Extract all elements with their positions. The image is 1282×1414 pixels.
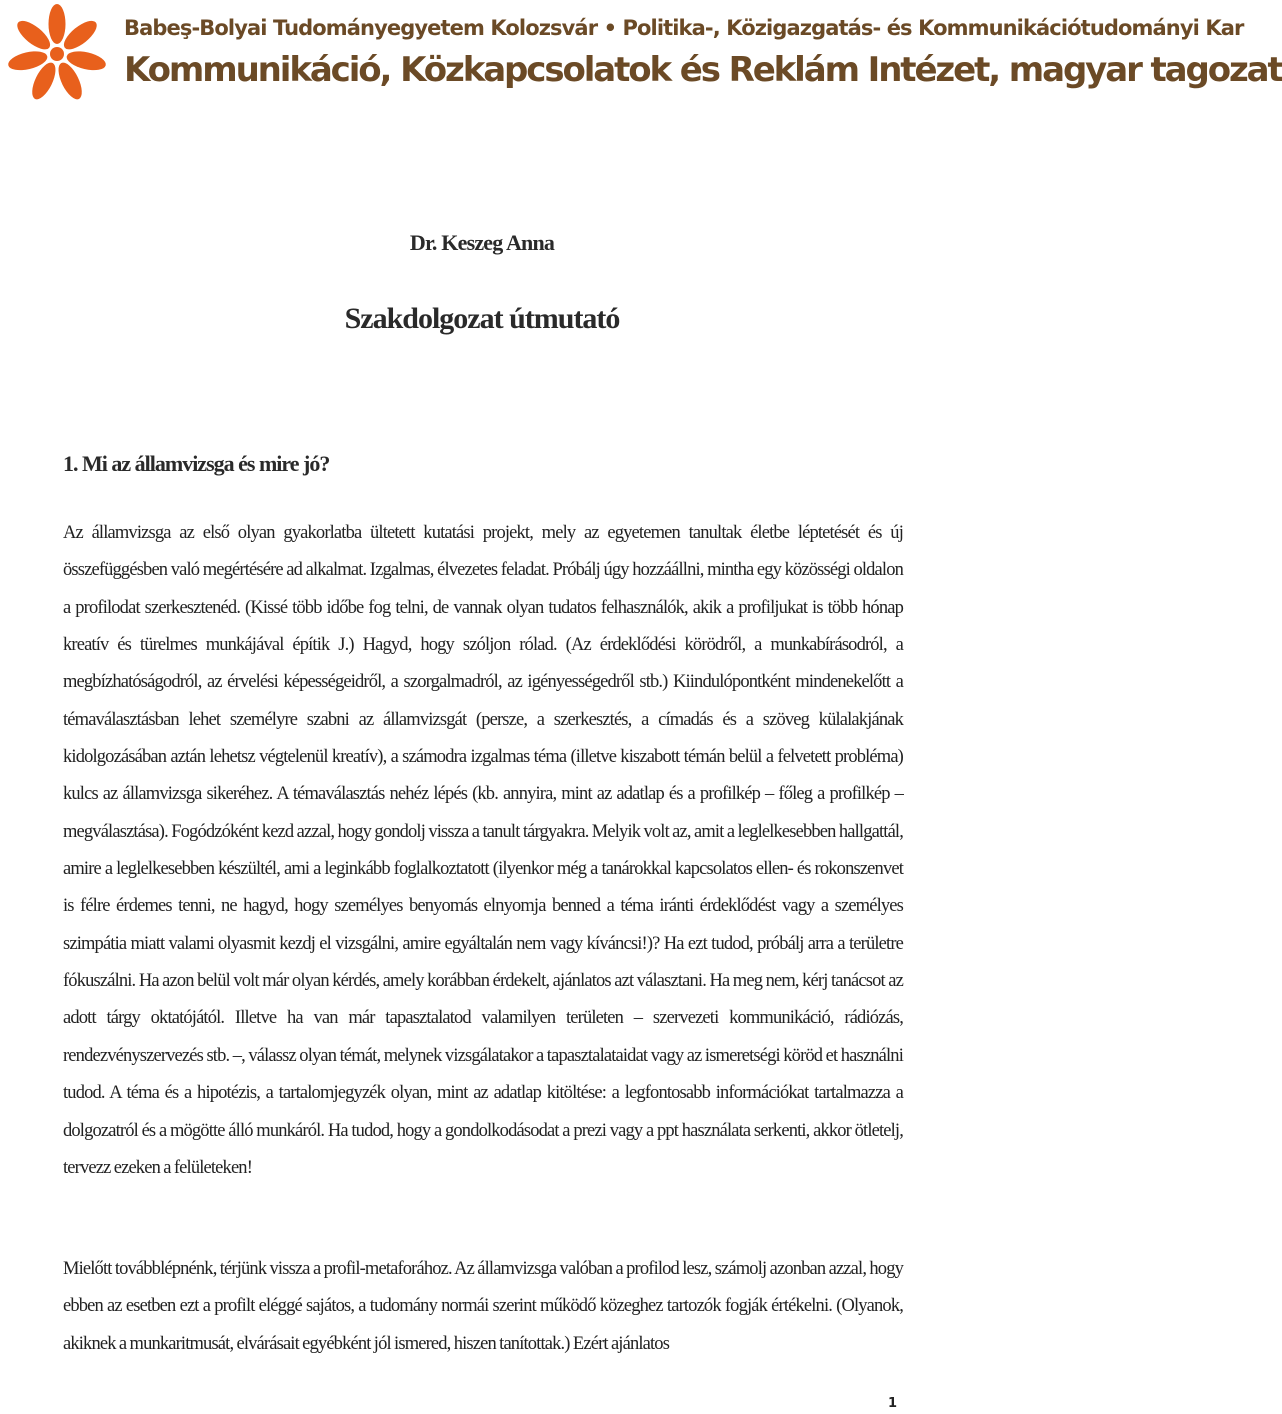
document-title: Szakdolgozat útmutató	[344, 302, 620, 335]
author-name: Dr. Keszeg Anna	[409, 230, 555, 255]
page-header	[0, 0, 1282, 110]
orange-flower-logo-icon	[4, 2, 110, 108]
institution-faculty-line: Babeş-Bolyai Tudományegyetem Kolozsvár • Politika-, Közigazgatás- és Kommunikációtudományi Kar	[124, 16, 1244, 40]
body-paragraph-1: Az államvizsga az első olyan gyakorlatba ültetett kutatási projekt, mely az egyetemen tanultak életbe léptetését és új összefüggésben való megértésére ad alkalmat. Izgalmas, élvezetes feladat. Próbálj úgy hozzáállni, mintha egy közösségi oldalon a profilodat szerkesztenéd. (Kissé több időbe fog telni, de vannak olyan tudatos felhasználók, akik a profiljukat is több hónap kreatív és türelmes munkájával építik J.) Hagyd, hogy szóljon rólad. (Az érdeklődési körödről, a munkabírásodról, a megbízhatóságodról, az érvelési képességeidről, a szorgalmadról, az igényességedről stb.) Kiindulópontként mindenekelőtt a témaválasztásban lehet személyre szabni az államvizsgát (persze, a szerkesztés, a címadás és a szöveg külalakjának kidolgozásában aztán lehetsz végtelenül kreatív), a számodra izgalmas téma (illetve kiszabott témán belül a felvetett probléma) kulcs az államvizsga sikeréhez. A témaválasztás nehéz lépés (kb. annyira, mint az adatlap és a profilkép – főleg a profilkép – megválasztása). Fogódzóként kezd azzal, hogy gondolj vissza a tanult tárgyakra. Melyik volt az, amit a leglelkesebben hallgattál, amire a leglelkesebben készültél, ami a leginkább foglalkoztatott (ilyenkor még a tanárokkal kapcsolatos ellen- és rokonszenvet is félre érdemes tenni, ne hagyd, hogy személyes benyomás elnyomja benned a téma iránti érdeklődést vagy a személyes szimpátia miatt valami olyasmit kezdj el vizsgálni, amire egyáltalán nem vagy kíváncsi!)? Ha ezt tudod, próbálj arra a területre fókuszálni. Ha azon belül volt már olyan kérdés, amely korábban érdekelt, ajánlatos azt választani. Ha meg nem, kérj tanácsot az adott tárgy oktatójától. Illetve ha van már tapasztalatod valamilyen területen – szervezeti kommunikáció, rádiózás, rendezvényszervezés stb. –, válassz olyan témát, melynek vizsgálatakor a tapasztalataidat vagy az ismeretségi köröd et használni tudod. A téma és a hipotézis, a tartalomjegyzék olyan, mint az adatlap kitöltése: a legfontosabb információkat tartalmazza a dolgozatról és a mögötte álló munkáról. Ha tudod, hogy a gondolkodásodat a prezi vagy a ppt használata serkenti, akkor ötletelj, tervezz ezeken a felületeken!	[63, 523, 903, 1178]
body-paragraph-2: Mielőtt továbblépnénk, térjünk vissza a profil-metaforához. Az államvizsga valóban a profilod lesz, számolj azonban azzal, hogy ebben az esetben ezt a profilt eléggé sajátos, a tudomány normái szerint működő közeghez tartozók fogják értékelni. (Olyanok, akiknek a munkaritmusát, elvárásait egyébként jól ismered, hiszen tanítottak.) Ezért ajánlatos	[63, 1259, 903, 1354]
section-heading: 1. Mi az államvizsga és mire jó?	[63, 451, 330, 476]
institution-department-line: Kommunikáció, Közkapcsolatok és Reklám Intézet, magyar tagozat	[124, 50, 1282, 90]
page-number: 1	[888, 1396, 898, 1411]
